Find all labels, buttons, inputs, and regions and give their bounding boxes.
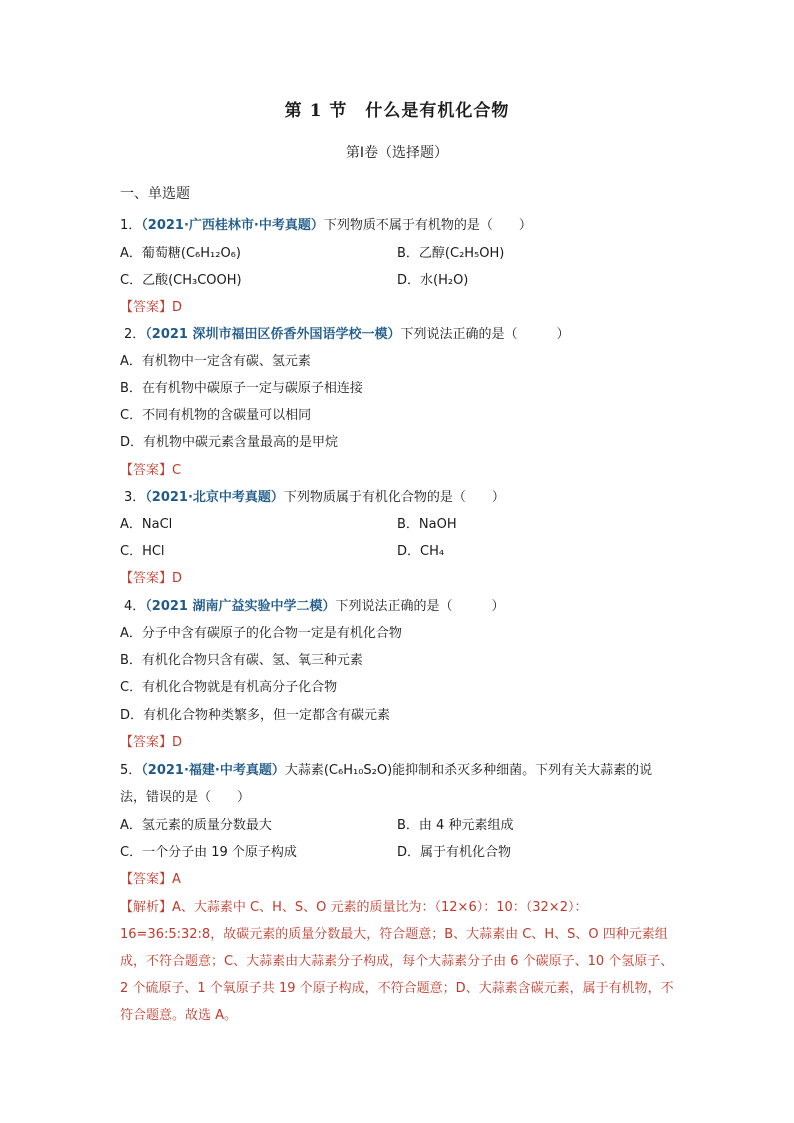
option-a: A．氢元素的质量分数最大: [120, 818, 272, 833]
answer-4: [120, 733, 182, 753]
option-d: D．水(H₂O): [397, 273, 469, 288]
option-b: B．乙醇(C₂H₅OH): [397, 246, 505, 261]
option-b: B．NaOH: [397, 517, 457, 532]
answer-2: [120, 461, 181, 481]
explanation-text: A、大蒜素中 C、H、S、O 元素的质量比为：（12×6）：10：（32×2）：16=36:5:32:8，故碳元素的质量分数最大，符合题意；B、大蒜素由 C、H、S、O 四种元素组成，不符合题意；C、大蒜素由大蒜素分子构成，每个大蒜素分子由 6 个碳原子、10 个氢原子、2 个硫原子、1 个氧原子共 19 个原子构成，不符合题意；D、大蒜素含碳元素，属于有机物，不符合题意。故选 A。: [120, 900, 674, 1023]
option-d: D．有机物中碳元素含量最高的是甲烷: [120, 435, 339, 450]
answer-3: [120, 569, 182, 589]
question-source: （2021 深圳市福田区侨香外国语学校一模）: [145, 327, 401, 342]
explanation-5: [120, 894, 676, 1029]
answer-value: D: [172, 735, 183, 750]
answer-5: [120, 870, 181, 890]
question-number: 3．: [124, 490, 146, 505]
option-c: C．不同有机物的含碳量可以相同: [120, 408, 312, 423]
question-text: 下列说法正确的是（ ）: [335, 599, 505, 614]
answer-label: 【答案】: [120, 872, 173, 887]
option-b: B．由 4 种元素组成: [397, 818, 514, 833]
option-d: D．属于有机化合物: [397, 845, 512, 860]
option-c: C．一个分子由 19 个原子构成: [120, 845, 297, 860]
answer-label: 【答案】: [120, 735, 173, 750]
page-subtitle: 第I卷（选择题）: [345, 145, 449, 161]
answer-1: [120, 298, 182, 318]
option-a: A．分子中含有碳原子的化合物一定是有机化合物: [120, 626, 402, 641]
question-source: （2021 湖南广益实验中学二模）: [145, 599, 336, 614]
answer-label: 【答案】: [120, 571, 173, 586]
answer-value: A: [172, 872, 181, 887]
question-source: （2021·北京中考真题）: [145, 490, 284, 505]
question-number: 1．: [120, 218, 142, 233]
option-a: A．NaCl: [120, 517, 173, 532]
question-number: 4．: [124, 599, 146, 614]
answer-value: D: [172, 300, 183, 315]
question-5-stem: [120, 757, 676, 811]
question-source: （2021·广西桂林市·中考真题）: [141, 218, 324, 233]
option-d: D．有机化合物种类繁多，但一定都含有碳元素: [120, 708, 391, 723]
question-text: 大蒜素(C₆H₁₀S₂O)能抑制和杀灭多种细菌。下列有关大蒜素的说法，错误的是（ ）: [120, 763, 653, 805]
option-a: A．有机物中一定含有碳、氢元素: [120, 354, 311, 369]
question-text: 下列物质不属于有机物的是（ ）: [323, 218, 532, 233]
question-4-stem: [124, 597, 505, 617]
answer-value: C: [172, 463, 182, 478]
question-3-stem: [124, 488, 505, 508]
option-a: A．葡萄糖(C₆H₁₂O₆): [120, 246, 241, 261]
question-1-stem: [120, 216, 532, 236]
section-heading: 一、单选题: [120, 186, 190, 202]
question-number: 2．: [124, 327, 146, 342]
question-2-stem: [124, 325, 570, 345]
answer-label: 【答案】: [120, 463, 173, 478]
option-d: D．CH₄: [397, 544, 445, 559]
question-number: 5．: [120, 763, 142, 778]
explanation-label: 【解析】: [120, 900, 173, 915]
answer-value: D: [172, 571, 183, 586]
option-c: C．有机化合物就是有机高分子化合物: [120, 680, 338, 695]
option-b: B．有机化合物只含有碳、氢、氧三种元素: [120, 653, 363, 668]
question-text: 下列物质属于有机化合物的是（ ）: [283, 490, 505, 505]
option-b: B．在有机物中碳原子一定与碳原子相连接: [120, 381, 363, 396]
question-text: 下列说法正确的是（ ）: [400, 327, 570, 342]
answer-label: 【答案】: [120, 300, 173, 315]
question-source: （2021·福建·中考真题）: [141, 763, 285, 778]
option-c: C．乙酸(CH₃COOH): [120, 273, 242, 288]
option-c: C．HCl: [120, 544, 165, 559]
page-title: 第 1 节 什么是有机化合物: [284, 101, 510, 121]
